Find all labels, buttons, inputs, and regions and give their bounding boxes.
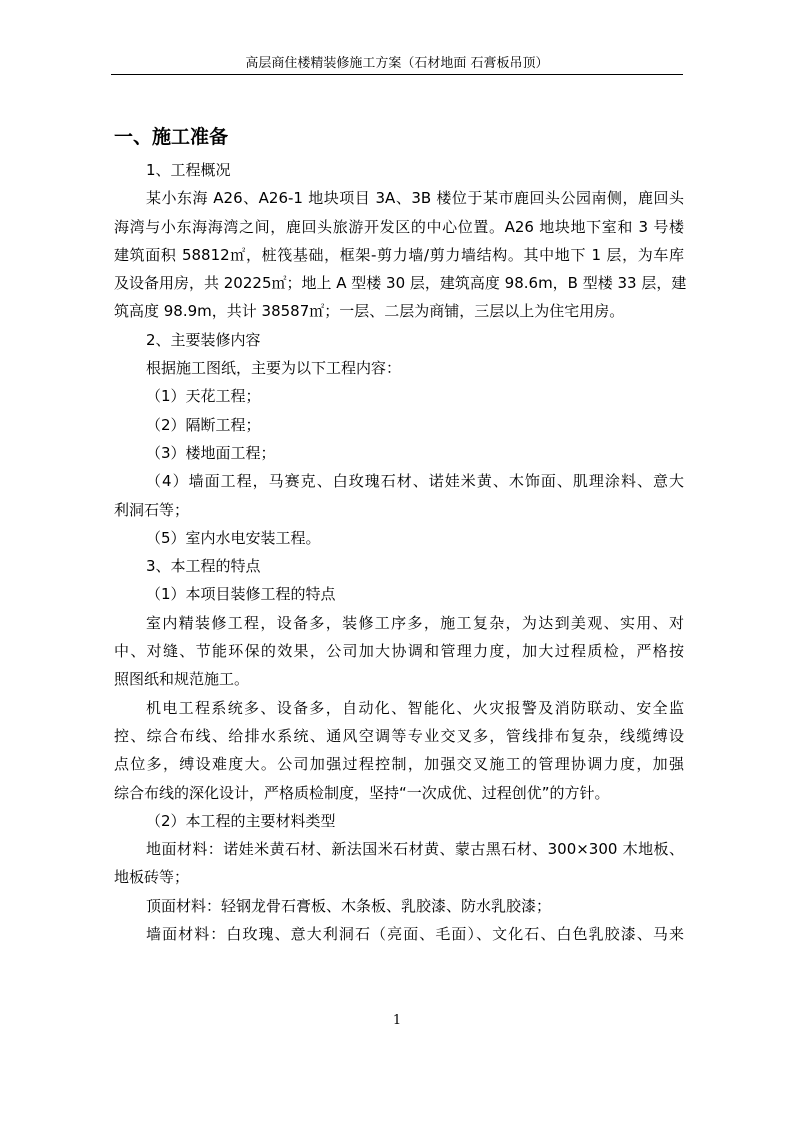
- overview-line: 某小东海 A26、A26-1 地块项目 3A、3B 楼位于某市鹿回头公园南侧，鹿回头: [146, 189, 684, 208]
- materials-floor-cont: 地板砖等；: [114, 868, 190, 887]
- subheading-materials: （2）本工程的主要材料类型: [146, 811, 336, 830]
- list-item-partition: （2）隔断工程；: [146, 415, 261, 434]
- page-number: 1: [392, 1013, 402, 1028]
- section-heading: 一、施工准备: [114, 126, 229, 148]
- subheading-features: 3、本工程的特点: [146, 557, 261, 576]
- overview-line: 建筑面积 58812㎡，桩筏基础，框架-剪力墙/剪力墙结构。其中地下 1 层，为车库: [114, 245, 684, 264]
- materials-floor: 地面材料：诺娃米黄石材、新法国米石材黄、蒙古黑石材、300×300 木地板、: [146, 840, 684, 859]
- feature-line: 照图纸和规范施工。: [114, 670, 250, 689]
- overview-line: 及设备用房，共 20225㎡；地上 A 型楼 30 层，建筑高度 98.6m，B 型楼 33 层，建: [114, 274, 687, 293]
- content-intro: 根据施工图纸，主要为以下工程内容：: [146, 359, 402, 378]
- subheading-project-overview: 1、工程概况: [146, 161, 231, 179]
- subheading-decoration-features: （1）本项目装修工程的特点: [146, 585, 336, 604]
- feature-line: 控、综合布线、给排水系统、通风空调等专业交叉多，管线排布复杂，线缆缚设: [114, 726, 684, 745]
- overview-line: 筑高度 98.9m，共计 38587㎡；一层、二层为商铺，三层以上为住宅用房。: [114, 302, 625, 321]
- list-item-mep: （5）室内水电安装工程。: [146, 528, 321, 547]
- page-header-title: 高层商住楼精装修施工方案（石材地面 石膏板吊顶）: [245, 56, 549, 71]
- feature-line: 点位多，缚设难度大。公司加强过程控制，加强交叉施工的管理协调力度，加强: [114, 755, 684, 774]
- overview-line: 海湾与小东海海湾之间，鹿回头旅游开发区的中心位置。A26 地块地下室和 3 号楼: [114, 217, 684, 236]
- list-item-wall-cont: 利洞石等；: [114, 500, 190, 519]
- list-item-floor: （3）楼地面工程；: [146, 443, 276, 462]
- document-body: [114, 118, 687, 948]
- list-item-wall: （4）墙面工程，马赛克、白玫瑰石材、诺娃米黄、木饰面、肌理涂料、意大: [146, 472, 684, 491]
- list-item-ceiling: （1）天花工程；: [146, 387, 261, 406]
- feature-line: 中、对缝、节能环保的效果，公司加大协调和管理力度，加大过程质检，严格按: [114, 642, 684, 661]
- feature-line: 综合布线的深化设计，严格质检制度，坚持“一次成优、过程创优”的方针。: [114, 783, 610, 802]
- subheading-main-content: 2、主要装修内容: [146, 330, 261, 349]
- feature-line: 机电工程系统多、设备多，自动化、智能化、火灾报警及消防联动、安全监: [146, 698, 684, 717]
- materials-wall: 墙面材料：白玫瑰、意大利洞石（亮面、毛面）、文化石、白色乳胶漆、马来: [146, 925, 684, 944]
- materials-ceiling: 顶面材料：轻钢龙骨石膏板、木条板、乳胶漆、防水乳胶漆；: [146, 896, 552, 915]
- feature-line: 室内精装修工程，设备多，装修工序多，施工复杂，为达到美观、实用、对: [146, 613, 684, 632]
- header-divider: [111, 74, 683, 75]
